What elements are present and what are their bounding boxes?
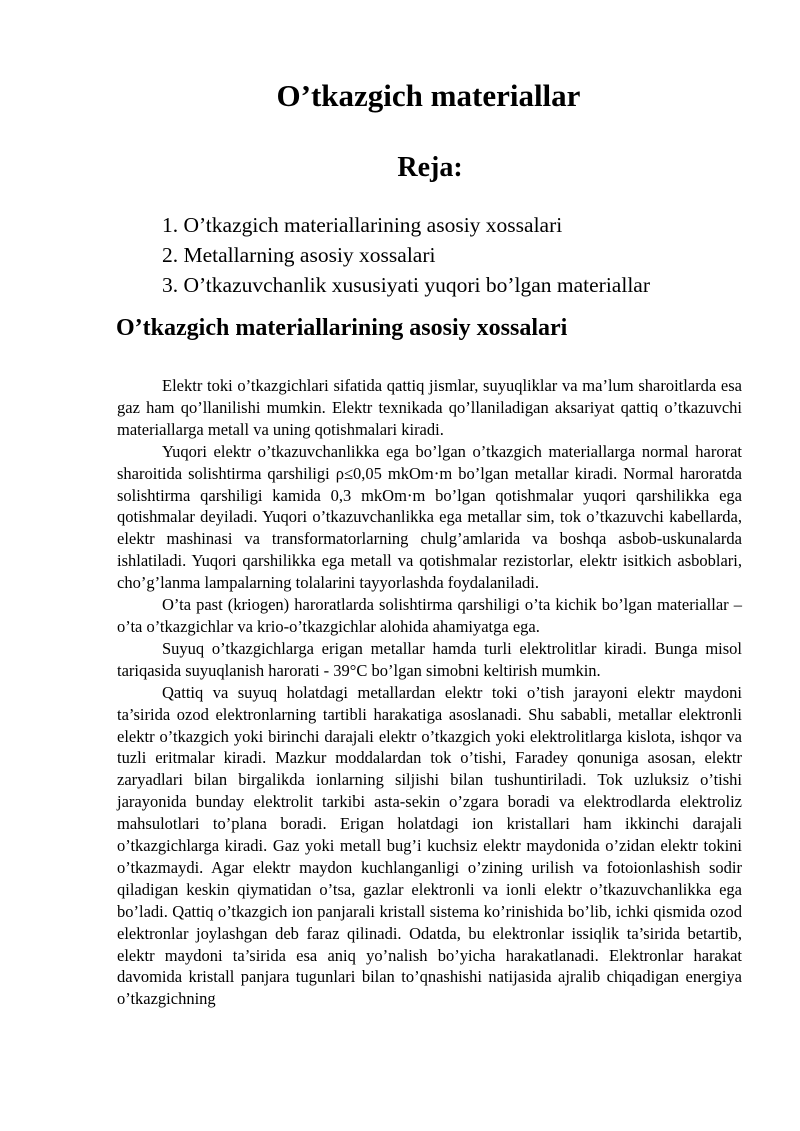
section-heading: O’tkazgich materiallarining asosiy xossalari	[116, 315, 568, 341]
body-text	[117, 375, 742, 1010]
paragraph: Suyuq o’tkazgichlarga erigan metallar hamda turli elektrolitlar kiradi. Bunga misol tariqasida suyuqlanish harorati - 39°C bo’lgan simobni keltirish mumkin.	[117, 638, 742, 680]
paragraph: O’ta past (kriogen) haroratlarda solishtirma qarshiligi o’ta kichik bo’lgan materiallar – o’ta o’tkazgichlar va krio-o’tkazgichlar alohida ahamiyatga ega.	[117, 595, 742, 636]
paragraph: Elektr toki o’tkazgichlari sifatida qattiq jismlar, suyuqliklar va ma’lum sharoitlarda esa gaz ham qo’llanilishi mumkin. Elektr texnikada qo’llaniladigan aksariyat qattiq o’tkazuvchi materiallarga metall va uning qotishmalari kiradi.	[117, 376, 742, 439]
plan-item: 3. O’tkazuvchanlik xususiyati yuqori bo’lgan materiallar	[162, 273, 651, 297]
plan-item: 2. Metallarning asosiy xossalari	[162, 243, 436, 267]
paragraph: Yuqori elektr o’tkazuvchanlikka ega bo’lgan o’tkazgich materiallarga normal harorat sharoitida solishtirma qarshiligi ρ≤0,05 mkOm⋅m bo’lgan metallar kiradi. Normal haroratda solishtirma qarshiligi kamida 0,3 mkOm⋅m bo’lgan qotishmalar yuqori qarshilikka ega qotishmalar deyiladi. Yuqori o’tkazuvchanlikka ega metallar sim, tok o’tkazuvchi kabellarda, elektr mashinasi va transformatorlarning chulg’amlarida va boshqa asbob-uskunalarda ishlatiladi. Yuqori qarshilikka ega metall va qotishmalar rezistorlar, elektr isitkich asboblari, cho’g’lanma lampalarning tolalarini tayyorlashda foydalaniladi.	[117, 441, 742, 593]
plan-title: Reja:	[397, 152, 463, 183]
plan-item: 1. O’tkazgich materiallarining asosiy xossalari	[162, 213, 563, 237]
paragraph: Qattiq va suyuq holatdagi metallardan elektr toki o’tish jarayoni elektr maydoni ta’sirida ozod elektronlarning tartibli harakatiga asoslanadi. Shu sababli, metallar elektronli elektr o’tkazgich yoki birinchi darajali elektr o’tkazgich yoki elektrolitlarga kislota, ishqor va tuzli eritmalar kiradi. Mazkur moddalardan tok o’tishi, Faradey qonuniga asosan, elektr zaryadlari bilan birgalikda ionlarning siljishi bilan tushuntiriladi. Tok uzluksiz o’tishi jarayonida bunday elektrolit tarkibi asta-sekin o’zgara boradi va elektrodlarda elektroliz mahsulotlari to’plana boradi. Erigan holatdagi ion kristallari ham ikkinchi darajali o’tkazgichlarga kiradi. Gaz yoki metall bug’i kuchsiz elektr maydonida o’zidan elektr tokini o’tkazmaydi. Agar elektr maydon kuchlanganligi o’zining urilish va fotoionlashish sodir qiladigan keskin qiymatidan o’tsa, gazlar elektronli va ionli elektr o’tkazuvchanlikka ega bo’ladi. Qattiq o’tkazgich ion panjarali kristall sistema ko’rinishida bo’lib, ichki qismida ozod elektronlar joylashgan deb faraz qilinadi. Odatda, bu elektronlar issiqlik ta’sirida betartib, elektr maydoni ta’sirida esa aniq yo’nalish bo’yicha harakatlanadi. Elektronlar harakat davomida kristall panjara tugunlari bilan to’qnashishi natijasida ajralib chiqadigan energiya o’tkazgichning	[117, 682, 742, 1009]
document-title: O’tkazgich materiallar	[276, 78, 581, 113]
plan-list	[162, 210, 650, 300]
